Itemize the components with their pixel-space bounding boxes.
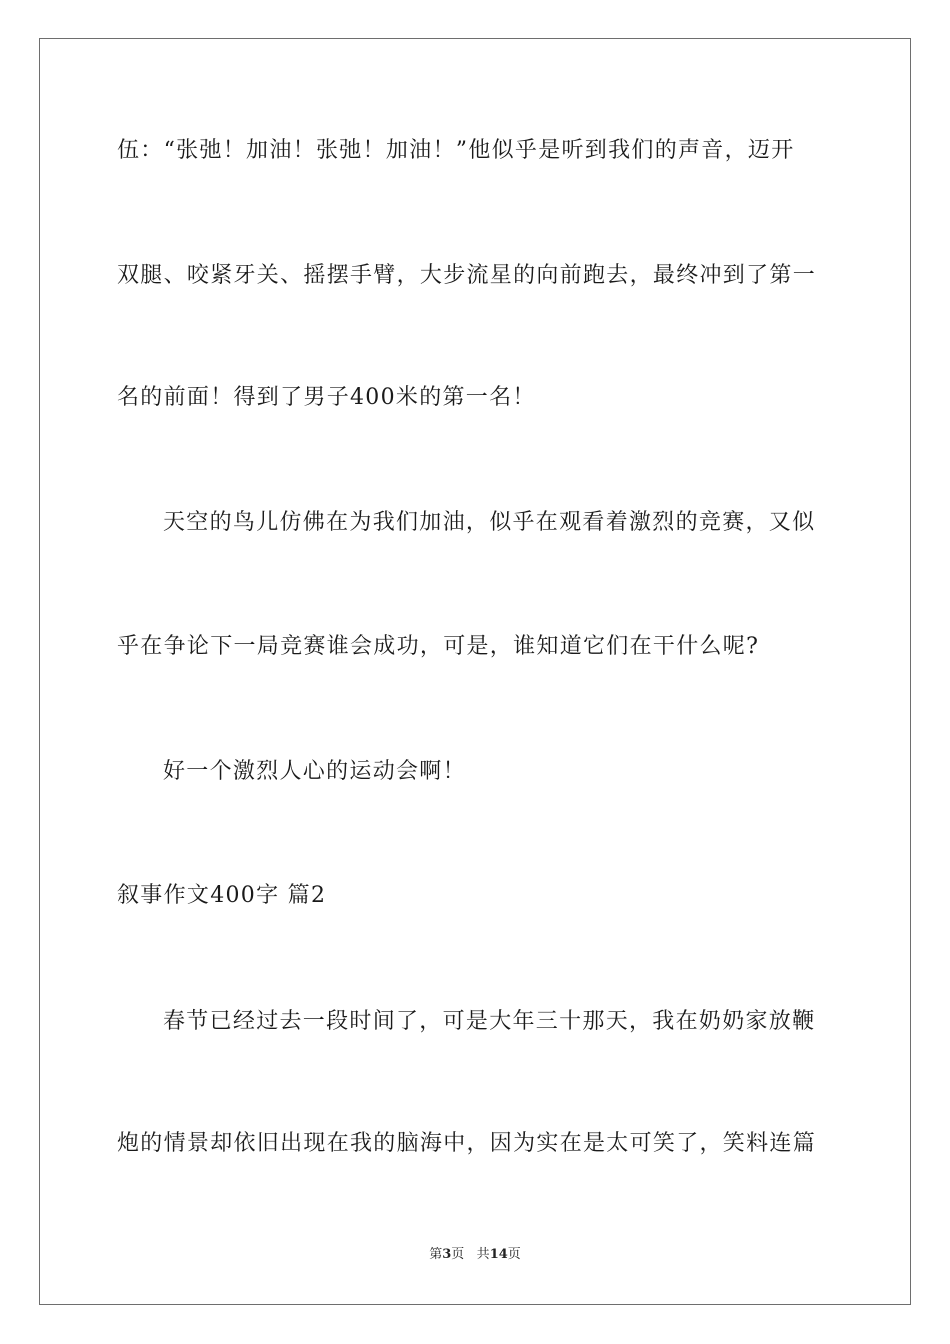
paragraph-line-8: 炮的情景却依旧出现在我的脑海中，因为实在是太可笑了，笑料连篇 [117, 1131, 817, 1156]
paragraph-line-3: 名的前面！得到了男子400米的第一名！ [117, 385, 536, 410]
paragraph-line-2: 双腿、咬紧牙关、摇摆手臂，大步流星的向前跑去，最终冲到了第一 [117, 263, 817, 288]
paragraph-line-6: 好一个激烈人心的运动会啊！ [163, 759, 466, 784]
section-heading: 叙事作文400字 篇2 [117, 883, 327, 908]
paragraph-line-7: 春节已经过去一段时间了，可是大年三十那天，我在奶奶家放鞭 [163, 1009, 816, 1034]
page-border [39, 38, 911, 1305]
paragraph-line-1: 伍：“张弛！加油！张弛！加油！”他似乎是听到我们的声音，迈开 [117, 138, 795, 163]
page-footer [0, 1246, 950, 1264]
paragraph-line-5: 乎在争论下一局竞赛谁会成功，可是，谁知道它们在干什么呢? [117, 634, 760, 659]
total-suffix: 页 [507, 1247, 521, 1262]
paragraph-line-4: 天空的鸟儿仿佛在为我们加油，似乎在观看着激烈的竞赛，又似 [163, 510, 816, 535]
page-suffix: 页 [451, 1247, 465, 1262]
page-prefix: 第 [429, 1247, 443, 1262]
page-number: 3 [442, 1247, 452, 1262]
total-prefix: 共 [476, 1247, 490, 1262]
total-pages: 14 [489, 1247, 508, 1262]
